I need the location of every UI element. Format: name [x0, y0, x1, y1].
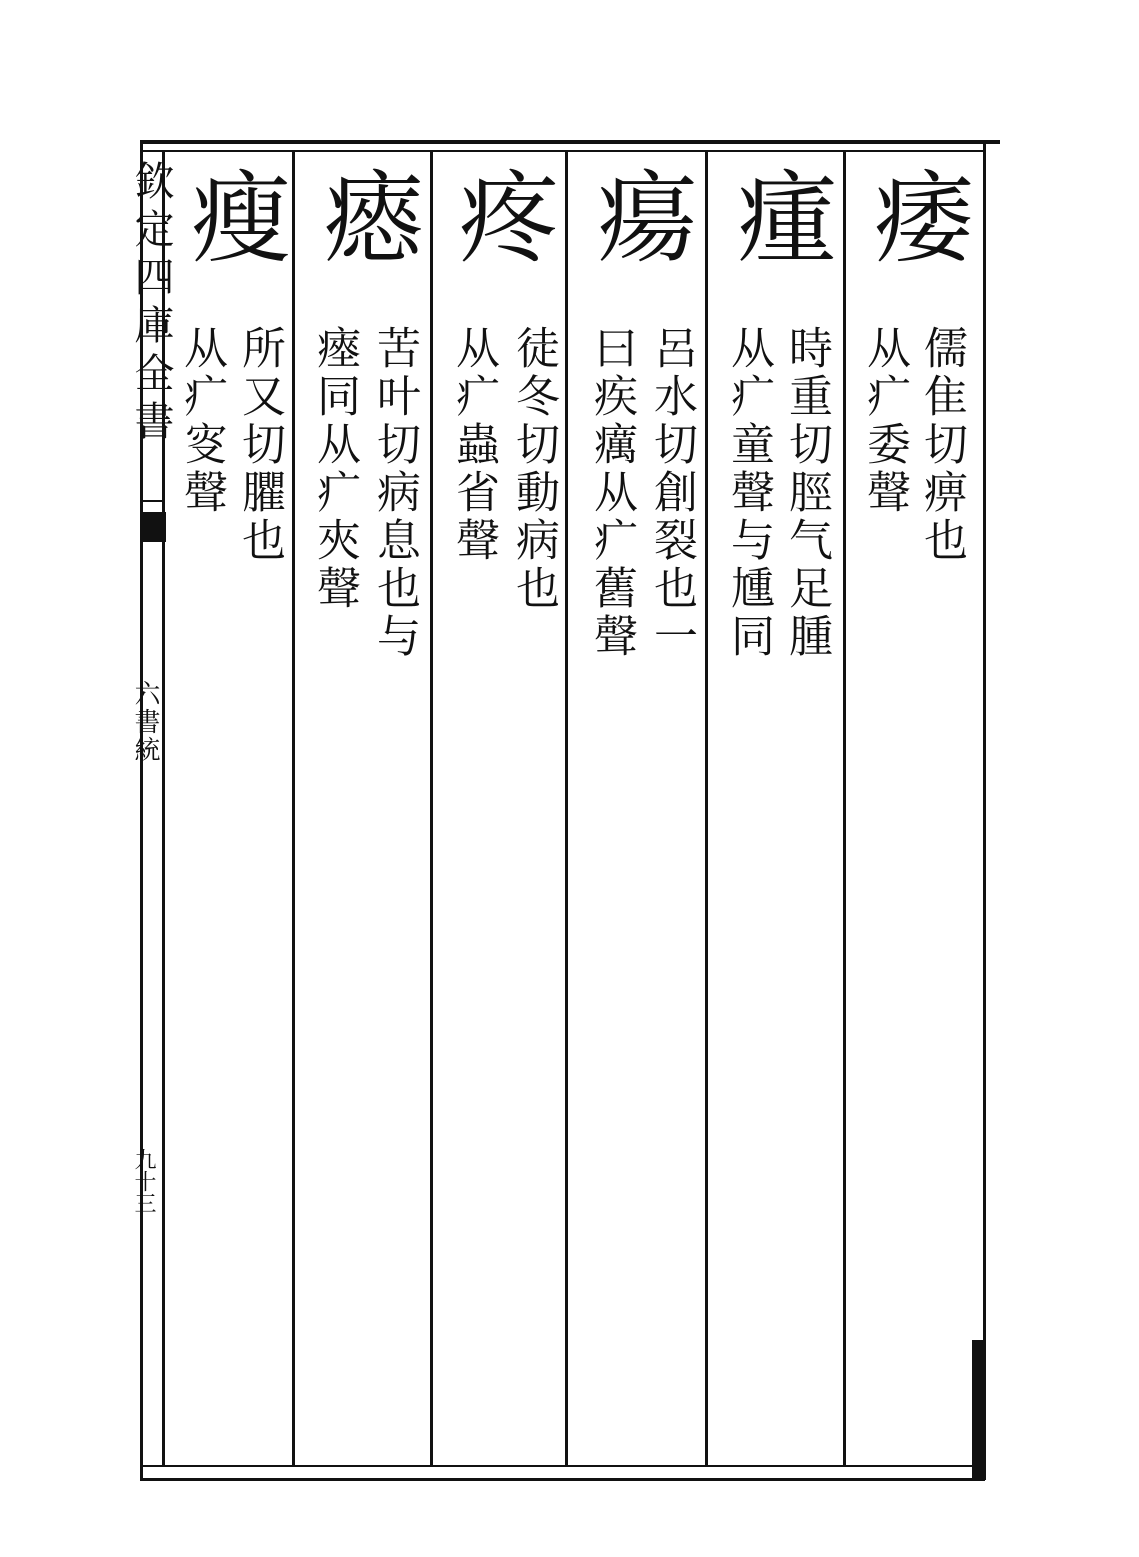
- column-divider: [292, 152, 295, 1465]
- entry-gloss-line: 曰疾癘从疒舊聲: [586, 325, 637, 661]
- entry-head-character: 瘦: [174, 165, 291, 265]
- right-thick-edge: [972, 1340, 984, 1480]
- entry-gloss-line: 从疒童聲与尰同: [723, 325, 774, 661]
- margin-folio: 九十三: [131, 1148, 156, 1214]
- entry-gloss-line: 瘞同从疒夾聲: [309, 325, 360, 613]
- entry-head-character: 瘱: [307, 165, 424, 265]
- entry-head-character: 疼: [442, 165, 559, 265]
- margin-fishtail-block: [142, 512, 166, 542]
- entry-gloss-line: 時重切脛气足腫: [781, 325, 832, 661]
- entry-gloss-line: 儒隹切痹也: [916, 325, 967, 565]
- entry-gloss-line: 从疒蟲省聲: [448, 325, 499, 565]
- right-border-rule: [983, 144, 986, 1480]
- bottom-inner-rule: [140, 1465, 985, 1467]
- entry-gloss-line: 徒冬切動病也: [508, 325, 559, 613]
- entry-head-character: 瘇: [720, 165, 837, 265]
- top-border-rule: [140, 140, 1000, 144]
- entry-head-character: 痿: [857, 165, 974, 265]
- margin-book-title: 欽定四庫全書: [128, 160, 174, 448]
- column-divider: [705, 152, 708, 1465]
- column-divider: [430, 152, 433, 1465]
- column-divider: [565, 152, 568, 1465]
- entry-gloss-line: 呂水切創裂也一: [646, 325, 697, 661]
- bottom-border-rule: [140, 1478, 985, 1481]
- top-inner-rule: [140, 150, 985, 152]
- entry-head-character: 瘍: [580, 165, 697, 265]
- entry-gloss-line: 所又切臞也: [234, 325, 285, 565]
- entry-gloss-line: 从疒委聲: [859, 325, 910, 517]
- margin-section: 六書統: [130, 680, 160, 764]
- column-divider: [843, 152, 846, 1465]
- entry-gloss-line: 从疒叜聲: [176, 325, 227, 517]
- entry-gloss-line: 苦叶切病息也与: [369, 325, 420, 661]
- margin-fishtail-line: [142, 500, 162, 502]
